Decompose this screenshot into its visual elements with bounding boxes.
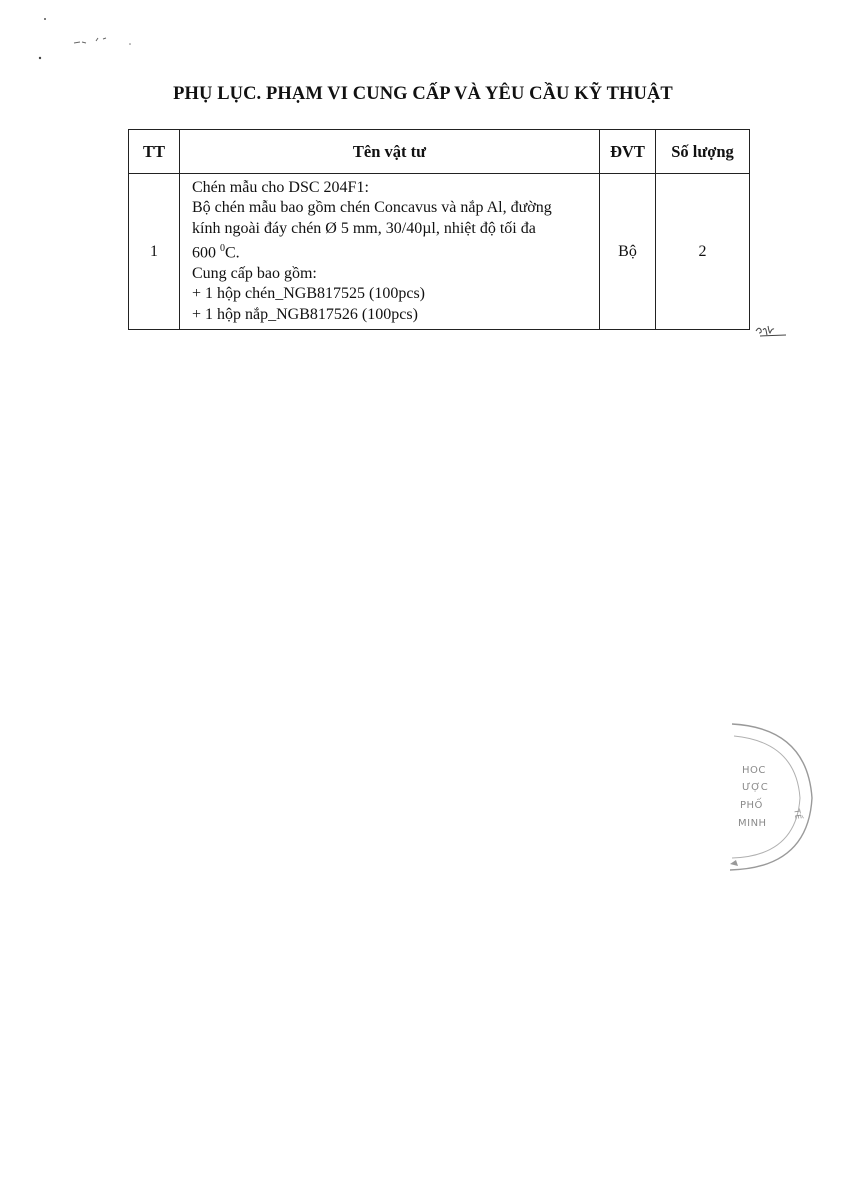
desc-line: Chén mẫu cho DSC 204F1: <box>192 178 369 196</box>
stamp-circle-icon <box>712 718 822 878</box>
temperature-value: 600 <box>192 244 220 262</box>
desc-line: kính ngoài đáy chén Ø 5 mm, 30/40µl, nhiệt độ tối đa <box>192 219 536 237</box>
page-title: PHỤ LỤC. PHẠM VI CUNG CẤP VÀ YÊU CẦU KỸ THUẬT <box>173 84 673 104</box>
stamp-text: ƯỢC <box>742 782 769 793</box>
row-tt: 1 <box>129 174 180 330</box>
desc-line: Bộ chén mẫu bao gồm chén Concavus và nắp Al, đường <box>192 199 552 217</box>
table-header-row <box>129 130 750 174</box>
stamp-text: TẾ <box>792 808 803 821</box>
degree-superscript: 0 <box>220 243 225 255</box>
header-tt: TT <box>129 130 180 174</box>
row-item-description <box>180 174 600 330</box>
header-quantity: Số lượng <box>656 130 750 174</box>
temperature-unit: C. <box>225 244 240 262</box>
stamp-text: HOC <box>742 765 766 776</box>
desc-line: + 1 hộp nắp_NGB817526 (100pcs) <box>192 305 418 323</box>
table-row <box>129 174 750 330</box>
supply-table <box>128 129 750 330</box>
row-quantity: 2 <box>656 174 750 330</box>
handwritten-initial-mark <box>754 322 788 342</box>
scan-speck-marks <box>30 10 140 70</box>
desc-line: + 1 hộp chén_NGB817525 (100pcs) <box>192 285 425 303</box>
desc-line-temperature <box>192 239 589 264</box>
official-stamp <box>712 718 822 878</box>
desc-line: Cung cấp bao gồm: <box>192 264 317 282</box>
stamp-text: PHỐ <box>740 800 763 811</box>
stamp-text: MINH <box>738 818 767 829</box>
row-unit: Bộ <box>600 174 656 330</box>
header-unit: ĐVT <box>600 130 656 174</box>
header-item-name: Tên vật tư <box>180 130 600 174</box>
